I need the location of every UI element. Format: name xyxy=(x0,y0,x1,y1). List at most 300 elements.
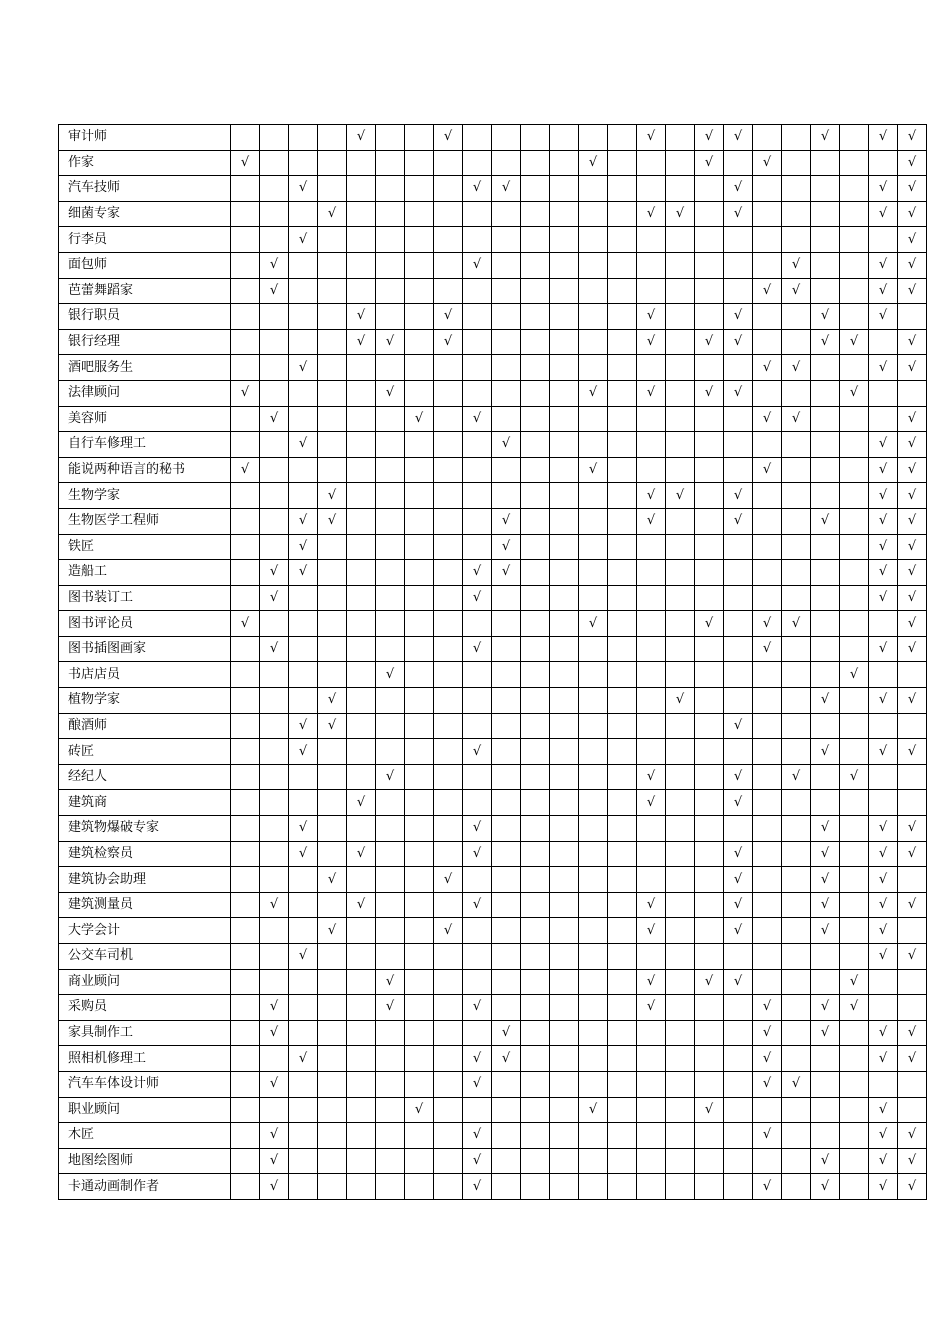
empty-cell xyxy=(318,1071,347,1097)
empty-cell xyxy=(898,969,927,995)
empty-cell xyxy=(231,662,260,688)
empty-cell xyxy=(231,406,260,432)
empty-cell xyxy=(318,380,347,406)
empty-cell xyxy=(405,611,434,637)
empty-cell xyxy=(695,534,724,560)
occupation-name-cell: 公交车司机 xyxy=(59,944,231,970)
empty-cell xyxy=(695,739,724,765)
check-mark-cell: √ xyxy=(260,1071,289,1097)
empty-cell xyxy=(289,995,318,1021)
check-mark-cell: √ xyxy=(898,560,927,586)
empty-cell xyxy=(840,790,869,816)
empty-cell xyxy=(260,713,289,739)
empty-cell xyxy=(492,944,521,970)
empty-cell xyxy=(898,713,927,739)
empty-cell xyxy=(753,713,782,739)
empty-cell xyxy=(579,1174,608,1200)
empty-cell xyxy=(608,508,637,534)
empty-cell xyxy=(869,790,898,816)
empty-cell xyxy=(521,406,550,432)
check-mark-cell: √ xyxy=(840,995,869,1021)
empty-cell xyxy=(318,560,347,586)
empty-cell xyxy=(869,329,898,355)
empty-cell xyxy=(521,227,550,253)
empty-cell xyxy=(318,150,347,176)
empty-cell xyxy=(521,1020,550,1046)
table-row xyxy=(59,355,927,381)
check-mark-cell: √ xyxy=(289,739,318,765)
check-mark-cell: √ xyxy=(898,125,927,151)
empty-cell xyxy=(521,969,550,995)
empty-cell xyxy=(405,304,434,330)
empty-cell xyxy=(898,867,927,893)
empty-cell xyxy=(521,508,550,534)
check-mark-cell: √ xyxy=(753,355,782,381)
check-mark-cell: √ xyxy=(753,995,782,1021)
check-mark-cell: √ xyxy=(637,304,666,330)
empty-cell xyxy=(724,1071,753,1097)
empty-cell xyxy=(376,176,405,202)
empty-cell xyxy=(521,432,550,458)
empty-cell xyxy=(637,1174,666,1200)
empty-cell xyxy=(550,380,579,406)
empty-cell xyxy=(811,560,840,586)
occupation-name-cell: 书店店员 xyxy=(59,662,231,688)
empty-cell xyxy=(753,304,782,330)
empty-cell xyxy=(579,739,608,765)
empty-cell xyxy=(695,867,724,893)
check-mark-cell: √ xyxy=(869,432,898,458)
empty-cell xyxy=(521,176,550,202)
check-mark-cell: √ xyxy=(811,841,840,867)
empty-cell xyxy=(608,329,637,355)
check-mark-cell: √ xyxy=(869,125,898,151)
empty-cell xyxy=(463,304,492,330)
empty-cell xyxy=(724,662,753,688)
empty-cell xyxy=(753,739,782,765)
empty-cell xyxy=(608,457,637,483)
check-mark-cell: √ xyxy=(898,252,927,278)
empty-cell xyxy=(579,329,608,355)
check-mark-cell: √ xyxy=(898,150,927,176)
empty-cell xyxy=(260,432,289,458)
empty-cell xyxy=(550,406,579,432)
empty-cell xyxy=(434,483,463,509)
empty-cell xyxy=(608,125,637,151)
check-mark-cell: √ xyxy=(869,1046,898,1072)
empty-cell xyxy=(869,662,898,688)
empty-cell xyxy=(463,688,492,714)
empty-cell xyxy=(782,560,811,586)
empty-cell xyxy=(695,278,724,304)
empty-cell xyxy=(492,227,521,253)
empty-cell xyxy=(347,918,376,944)
empty-cell xyxy=(753,252,782,278)
empty-cell xyxy=(608,662,637,688)
empty-cell xyxy=(405,816,434,842)
empty-cell xyxy=(521,329,550,355)
check-mark-cell: √ xyxy=(869,278,898,304)
empty-cell xyxy=(463,1097,492,1123)
empty-cell xyxy=(550,790,579,816)
empty-cell xyxy=(521,304,550,330)
empty-cell xyxy=(260,150,289,176)
check-mark-cell: √ xyxy=(231,611,260,637)
empty-cell xyxy=(724,995,753,1021)
empty-cell xyxy=(579,508,608,534)
empty-cell xyxy=(637,534,666,560)
occupation-name-cell: 卡通动画制作者 xyxy=(59,1174,231,1200)
check-mark-cell: √ xyxy=(898,1020,927,1046)
empty-cell xyxy=(782,1174,811,1200)
empty-cell xyxy=(492,739,521,765)
empty-cell xyxy=(753,483,782,509)
empty-cell xyxy=(579,867,608,893)
occupation-name-cell: 职业顾问 xyxy=(59,1097,231,1123)
occupation-name-cell: 地图绘图师 xyxy=(59,1148,231,1174)
empty-cell xyxy=(434,892,463,918)
check-mark-cell: √ xyxy=(318,508,347,534)
empty-cell xyxy=(463,483,492,509)
empty-cell xyxy=(550,432,579,458)
empty-cell xyxy=(898,380,927,406)
check-mark-cell: √ xyxy=(637,125,666,151)
check-mark-cell: √ xyxy=(260,1174,289,1200)
occupation-name-cell: 建筑协会助理 xyxy=(59,867,231,893)
empty-cell xyxy=(782,1046,811,1072)
empty-cell xyxy=(608,1148,637,1174)
empty-cell xyxy=(840,688,869,714)
check-mark-cell: √ xyxy=(811,1174,840,1200)
check-mark-cell: √ xyxy=(782,764,811,790)
empty-cell xyxy=(579,713,608,739)
table-row xyxy=(59,176,927,202)
empty-cell xyxy=(782,201,811,227)
empty-cell xyxy=(405,252,434,278)
empty-cell xyxy=(550,1046,579,1072)
empty-cell xyxy=(869,969,898,995)
empty-cell xyxy=(637,662,666,688)
empty-cell xyxy=(492,636,521,662)
empty-cell xyxy=(840,892,869,918)
empty-cell xyxy=(318,944,347,970)
check-mark-cell: √ xyxy=(434,918,463,944)
occupation-name-cell: 审计师 xyxy=(59,125,231,151)
empty-cell xyxy=(637,688,666,714)
check-mark-cell: √ xyxy=(869,534,898,560)
check-mark-cell: √ xyxy=(231,150,260,176)
empty-cell xyxy=(550,688,579,714)
empty-cell xyxy=(260,355,289,381)
empty-cell xyxy=(347,483,376,509)
check-mark-cell: √ xyxy=(637,764,666,790)
check-mark-cell: √ xyxy=(869,1123,898,1149)
empty-cell xyxy=(811,944,840,970)
empty-cell xyxy=(376,1071,405,1097)
empty-cell xyxy=(231,1046,260,1072)
empty-cell xyxy=(579,304,608,330)
empty-cell xyxy=(753,585,782,611)
empty-cell xyxy=(492,457,521,483)
empty-cell xyxy=(521,611,550,637)
empty-cell xyxy=(666,432,695,458)
empty-cell xyxy=(289,790,318,816)
empty-cell xyxy=(782,457,811,483)
empty-cell xyxy=(405,867,434,893)
empty-cell xyxy=(608,304,637,330)
empty-cell xyxy=(289,380,318,406)
empty-cell xyxy=(376,713,405,739)
check-mark-cell: √ xyxy=(463,1071,492,1097)
empty-cell xyxy=(231,329,260,355)
empty-cell xyxy=(318,1123,347,1149)
empty-cell xyxy=(521,713,550,739)
empty-cell xyxy=(550,1148,579,1174)
empty-cell xyxy=(492,1148,521,1174)
empty-cell xyxy=(666,534,695,560)
table-row xyxy=(59,227,927,253)
empty-cell xyxy=(782,304,811,330)
empty-cell xyxy=(608,176,637,202)
check-mark-cell: √ xyxy=(637,892,666,918)
empty-cell xyxy=(666,969,695,995)
empty-cell xyxy=(782,688,811,714)
check-mark-cell: √ xyxy=(463,636,492,662)
empty-cell xyxy=(347,1071,376,1097)
empty-cell xyxy=(289,764,318,790)
empty-cell xyxy=(811,457,840,483)
empty-cell xyxy=(289,252,318,278)
empty-cell xyxy=(376,355,405,381)
table-row xyxy=(59,867,927,893)
table-row xyxy=(59,1071,927,1097)
empty-cell xyxy=(550,329,579,355)
empty-cell xyxy=(753,969,782,995)
empty-cell xyxy=(666,304,695,330)
table-row xyxy=(59,969,927,995)
empty-cell xyxy=(492,1071,521,1097)
empty-cell xyxy=(695,764,724,790)
empty-cell xyxy=(666,278,695,304)
empty-cell xyxy=(318,406,347,432)
empty-cell xyxy=(289,688,318,714)
check-mark-cell: √ xyxy=(840,764,869,790)
empty-cell xyxy=(782,790,811,816)
empty-cell xyxy=(434,1020,463,1046)
empty-cell xyxy=(550,201,579,227)
empty-cell xyxy=(579,176,608,202)
check-mark-cell: √ xyxy=(898,1123,927,1149)
empty-cell xyxy=(695,1123,724,1149)
check-mark-cell: √ xyxy=(260,278,289,304)
empty-cell xyxy=(289,483,318,509)
empty-cell xyxy=(666,1174,695,1200)
empty-cell xyxy=(318,355,347,381)
empty-cell xyxy=(521,1123,550,1149)
empty-cell xyxy=(318,841,347,867)
empty-cell xyxy=(840,534,869,560)
empty-cell xyxy=(869,150,898,176)
check-mark-cell: √ xyxy=(869,816,898,842)
check-mark-cell: √ xyxy=(782,1071,811,1097)
empty-cell xyxy=(492,355,521,381)
empty-cell xyxy=(492,867,521,893)
empty-cell xyxy=(579,1071,608,1097)
empty-cell xyxy=(434,534,463,560)
occupation-name-cell: 砖匠 xyxy=(59,739,231,765)
empty-cell xyxy=(724,688,753,714)
empty-cell xyxy=(579,560,608,586)
check-mark-cell: √ xyxy=(724,892,753,918)
empty-cell xyxy=(347,995,376,1021)
empty-cell xyxy=(608,380,637,406)
empty-cell xyxy=(347,278,376,304)
empty-cell xyxy=(405,739,434,765)
empty-cell xyxy=(608,713,637,739)
empty-cell xyxy=(550,1071,579,1097)
empty-cell xyxy=(521,150,550,176)
check-mark-cell: √ xyxy=(898,739,927,765)
empty-cell xyxy=(463,380,492,406)
empty-cell xyxy=(347,1174,376,1200)
empty-cell xyxy=(434,841,463,867)
empty-cell xyxy=(492,816,521,842)
empty-cell xyxy=(695,304,724,330)
empty-cell xyxy=(782,1123,811,1149)
empty-cell xyxy=(666,816,695,842)
empty-cell xyxy=(318,1148,347,1174)
empty-cell xyxy=(492,304,521,330)
check-mark-cell: √ xyxy=(405,406,434,432)
check-mark-cell: √ xyxy=(898,508,927,534)
empty-cell xyxy=(695,1046,724,1072)
check-mark-cell: √ xyxy=(579,1097,608,1123)
empty-cell xyxy=(405,150,434,176)
empty-cell xyxy=(289,304,318,330)
empty-cell xyxy=(289,585,318,611)
empty-cell xyxy=(376,1046,405,1072)
empty-cell xyxy=(608,1123,637,1149)
check-mark-cell: √ xyxy=(492,508,521,534)
empty-cell xyxy=(579,406,608,432)
empty-cell xyxy=(695,713,724,739)
empty-cell xyxy=(405,764,434,790)
empty-cell xyxy=(289,278,318,304)
check-mark-cell: √ xyxy=(898,1174,927,1200)
empty-cell xyxy=(811,150,840,176)
empty-cell xyxy=(347,252,376,278)
empty-cell xyxy=(318,278,347,304)
occupation-name-cell: 酒吧服务生 xyxy=(59,355,231,381)
empty-cell xyxy=(231,252,260,278)
check-mark-cell: √ xyxy=(463,406,492,432)
empty-cell xyxy=(347,713,376,739)
empty-cell xyxy=(724,457,753,483)
check-mark-cell: √ xyxy=(869,1020,898,1046)
empty-cell xyxy=(811,534,840,560)
empty-cell xyxy=(811,432,840,458)
empty-cell xyxy=(231,969,260,995)
empty-cell xyxy=(811,713,840,739)
empty-cell xyxy=(811,1046,840,1072)
empty-cell xyxy=(811,790,840,816)
empty-cell xyxy=(579,534,608,560)
empty-cell xyxy=(434,636,463,662)
table-row xyxy=(59,406,927,432)
occupation-name-cell: 照相机修理工 xyxy=(59,1046,231,1072)
empty-cell xyxy=(463,125,492,151)
empty-cell xyxy=(347,560,376,586)
empty-cell xyxy=(637,560,666,586)
empty-cell xyxy=(434,508,463,534)
empty-cell xyxy=(434,713,463,739)
empty-cell xyxy=(376,739,405,765)
occupation-name-cell: 美容师 xyxy=(59,406,231,432)
check-mark-cell: √ xyxy=(898,841,927,867)
empty-cell xyxy=(898,1071,927,1097)
empty-cell xyxy=(463,918,492,944)
check-mark-cell: √ xyxy=(231,380,260,406)
empty-cell xyxy=(579,1046,608,1072)
empty-cell xyxy=(405,201,434,227)
empty-cell xyxy=(289,1174,318,1200)
empty-cell xyxy=(231,1097,260,1123)
empty-cell xyxy=(260,867,289,893)
empty-cell xyxy=(724,1020,753,1046)
empty-cell xyxy=(492,662,521,688)
empty-cell xyxy=(347,585,376,611)
empty-cell xyxy=(869,713,898,739)
empty-cell xyxy=(695,1174,724,1200)
table-row xyxy=(59,201,927,227)
check-mark-cell: √ xyxy=(289,176,318,202)
empty-cell xyxy=(405,457,434,483)
empty-cell xyxy=(318,1174,347,1200)
empty-cell xyxy=(318,432,347,458)
empty-cell xyxy=(521,585,550,611)
empty-cell xyxy=(463,329,492,355)
empty-cell xyxy=(724,636,753,662)
empty-cell xyxy=(231,560,260,586)
check-mark-cell: √ xyxy=(840,380,869,406)
occupation-name-cell: 汽车技师 xyxy=(59,176,231,202)
empty-cell xyxy=(260,125,289,151)
empty-cell xyxy=(608,278,637,304)
empty-cell xyxy=(260,329,289,355)
empty-cell xyxy=(492,201,521,227)
check-mark-cell: √ xyxy=(463,995,492,1021)
empty-cell xyxy=(434,1097,463,1123)
check-mark-cell: √ xyxy=(695,611,724,637)
empty-cell xyxy=(666,406,695,432)
empty-cell xyxy=(608,918,637,944)
empty-cell xyxy=(376,201,405,227)
empty-cell xyxy=(550,227,579,253)
check-mark-cell: √ xyxy=(260,1020,289,1046)
empty-cell xyxy=(376,1123,405,1149)
empty-cell xyxy=(782,662,811,688)
empty-cell xyxy=(753,790,782,816)
empty-cell xyxy=(869,995,898,1021)
empty-cell xyxy=(318,1097,347,1123)
occupation-name-cell: 生物学家 xyxy=(59,483,231,509)
check-mark-cell: √ xyxy=(579,457,608,483)
empty-cell xyxy=(840,457,869,483)
empty-cell xyxy=(318,585,347,611)
empty-cell xyxy=(260,1046,289,1072)
empty-cell xyxy=(434,380,463,406)
empty-cell xyxy=(260,944,289,970)
